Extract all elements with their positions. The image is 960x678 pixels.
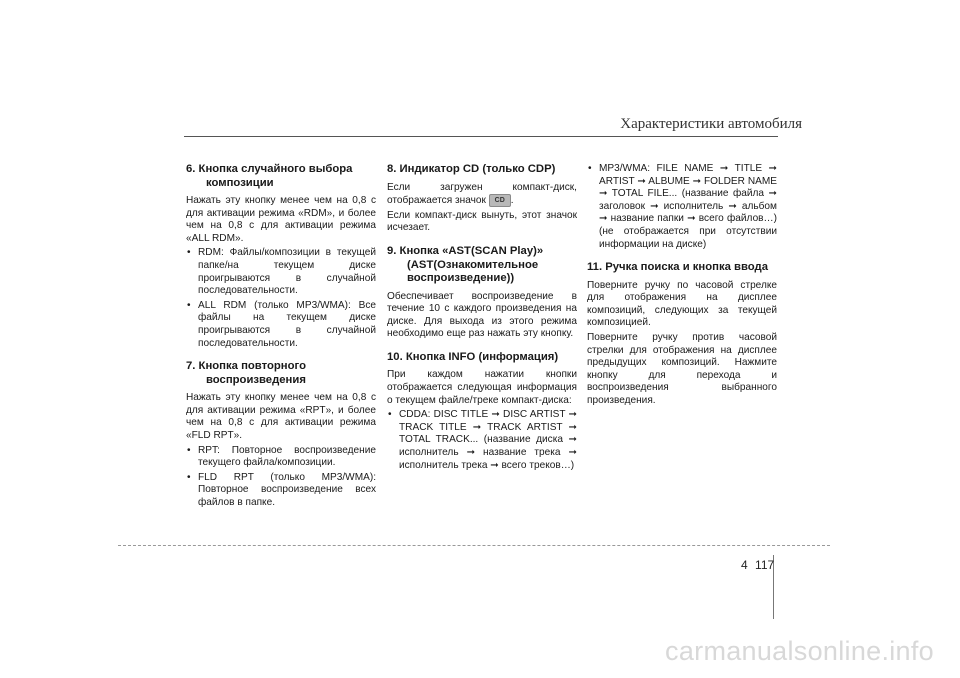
section-8: [387, 163, 577, 235]
cd-icon: CD: [489, 194, 511, 207]
column-3: [587, 163, 777, 418]
header-title: Характеристики автомобиля: [620, 116, 802, 132]
section-10-cont: [587, 163, 777, 251]
column-2: [387, 163, 577, 482]
section-7-title: [186, 360, 376, 387]
section-8-title: 8. Индикатор CD (только CDP): [387, 163, 556, 175]
section-7-title-line2: воспроизведения: [206, 373, 306, 386]
list-item: • RDM: Файлы/композиции в текущей папке/на текущем диске проигрываются в случайной последовательности.: [186, 247, 376, 297]
section-7-list: [186, 445, 376, 510]
section-10-body: При каждом нажатии кнопки отображается следующая информация о текущем файле/треке компакт-диска:: [387, 369, 577, 406]
section-10-title: 10. Кнопка INFO (информация): [387, 350, 559, 363]
section-6-list: [186, 247, 376, 350]
list-item: • RPT: Повторное воспроизведение текущего файла/композиции.: [186, 445, 376, 470]
section-7-body: Нажать эту кнопку менее чем на 0,8 с для активации режима «RPT», и более чем на 0,8 с для активации режима «FLD RPT».: [186, 392, 376, 441]
column-1: [186, 163, 376, 519]
list-item: • CDDA: DISC TITLE ➞ DISC ARTIST ➞ TRACK TITLE ➞ TRACK ARTIST ➞ TOTAL TRACK... (название диска ➞ исполнитель ➞ название трека ➞ исполнитель трека ➞ всего треков…): [387, 409, 577, 472]
section-9-title-line3: воспроизведение)): [407, 272, 515, 285]
section-11-p2: Поверните ручку против часовой стрелки для отображения на дисплее предыдущих композиций. Нажмите кнопку для перехода и воспроизведения выбранного произведения.: [587, 332, 777, 406]
page-number: [741, 558, 774, 572]
section-8-body-a-end: .: [510, 195, 514, 207]
section-9-body: Обеспечивает воспроизведение в течение 10 с каждого произведения на диске. Для выхода из этого режима необходимо еще раз нажать эту кнопку.: [387, 290, 577, 340]
section-9-title-line2: (AST(Ознакомительное: [407, 258, 539, 271]
section-11: [587, 261, 777, 407]
list-item: • MP3/WMA: FILE NAME ➞ TITLE ➞ ARTIST ➞ ALBUME ➞ FOLDER NAME ➞ TOTAL FILE... (название файла ➞ заголовок ➞ исполнитель ➞ альбом ➞ название папки ➞ всего файлов…) (не отображается при отсутствии информации на диске): [587, 163, 777, 251]
section-11-p1: Поверните ручку по часовой стрелке для отображения на дисплее композиций, следующих за текущей композицией.: [587, 279, 777, 329]
watermark: carmanualsonline.info: [665, 636, 934, 666]
section-6-title: [186, 163, 376, 190]
header-rule: [184, 136, 778, 137]
section-9-title-line1: 9. Кнопка «AST(SCAN Play)»: [387, 245, 544, 258]
section-10: [387, 351, 577, 472]
section-11-title: 11. Ручка поиска и кнопка ввода: [587, 261, 769, 274]
section-10-list: [387, 409, 577, 472]
page-number-value: 117: [755, 558, 775, 572]
section-7-title-line1: 7. Кнопка повторного: [186, 360, 306, 373]
section-8-body-b: Если компакт-диск вынуть, этот значок исчезает.: [387, 209, 577, 234]
chapter-number: 4: [741, 558, 748, 572]
list-item: • FLD RPT (только MP3/WMA): Повторное воспроизведение всех файлов в папке.: [186, 472, 376, 510]
list-item: • ALL RDM (только MP3/WMA): Все файлы на текущем диске проигрываются в случайной последовательности.: [186, 300, 376, 350]
section-6: [186, 163, 376, 350]
section-9: [387, 245, 577, 341]
section-10-cont-list: [587, 163, 777, 251]
section-8-body-a: [387, 182, 577, 208]
section-8-body-a-text: Если загружен компакт-диск, отображается значок: [387, 181, 577, 207]
section-7: [186, 360, 376, 509]
section-6-body: Нажать эту кнопку менее чем на 0,8 с для активации режима «RDM», и более чем на 0,8 с для активации режима «ALL RDM».: [186, 195, 376, 244]
footer-divider: [118, 545, 830, 546]
section-6-title-line1: 6. Кнопка случайного выбора: [186, 163, 353, 175]
section-6-title-line2: композиции: [206, 176, 274, 189]
section-9-title: [387, 245, 577, 286]
